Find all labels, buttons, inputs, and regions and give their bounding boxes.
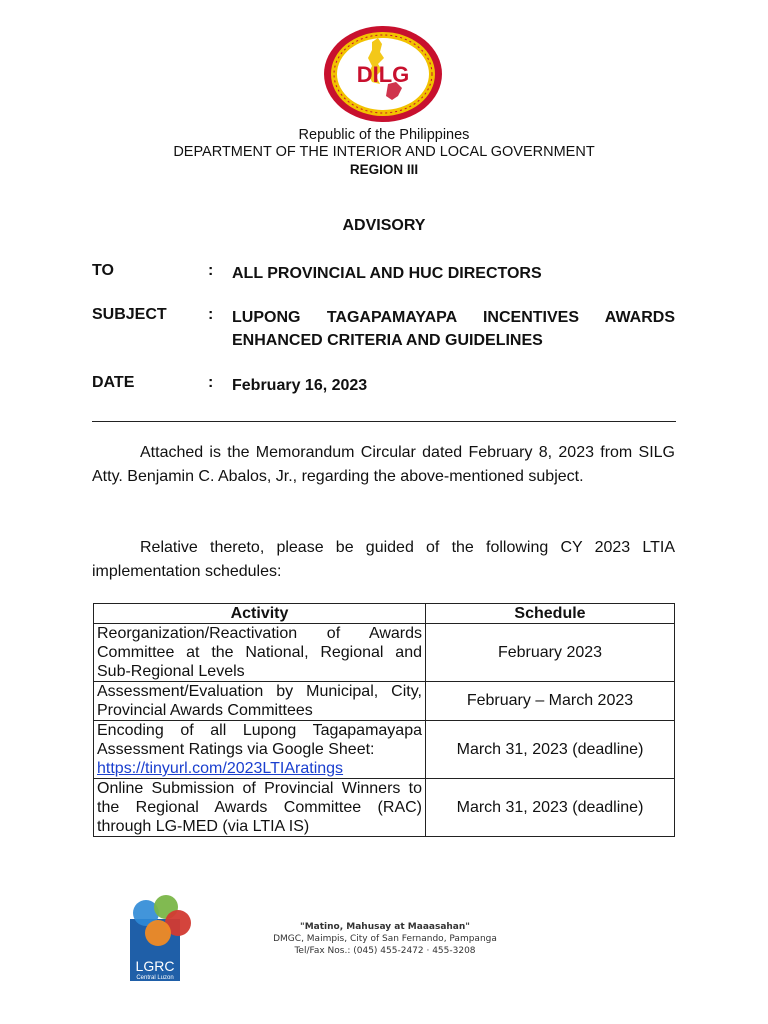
column-header-activity: Activity: [94, 604, 426, 624]
memo-date-value: February 16, 2023: [232, 377, 368, 394]
lgrc-logo-subtext: Central Luzon: [136, 975, 174, 981]
memo-colon: :: [208, 374, 214, 391]
table-row: [94, 721, 675, 779]
memo-subject-label: SUBJECT: [92, 306, 167, 323]
lgrc-logo-text: LGRC: [135, 958, 175, 974]
header-department: DEPARTMENT OF THE INTERIOR AND LOCAL GOVERNMENT: [173, 144, 595, 160]
table-row: [94, 779, 675, 837]
memo-subject-value: LUPONG TAGAPAMAYAPA INCENTIVES AWARDS ENHANCED CRITERIA AND GUIDELINES: [232, 309, 675, 349]
activity-cell: [94, 721, 426, 779]
table-header-row: [94, 604, 675, 624]
activity-cell: Assessment/Evaluation by Municipal, City, Provincial Awards Committees: [94, 682, 426, 721]
document-title: ADVISORY: [342, 217, 426, 234]
dilg-seal-logo: [322, 24, 444, 124]
schedule-cell: March 31, 2023 (deadline): [426, 721, 675, 779]
schedule-cell: February 2023: [426, 624, 675, 682]
memo-to-value: ALL PROVINCIAL AND HUC DIRECTORS: [232, 265, 542, 282]
memo-colon: :: [208, 262, 214, 279]
header-region: REGION III: [349, 162, 419, 177]
schedule-cell: February – March 2023: [426, 682, 675, 721]
footer-address: DMGC, Maimpis, City of San Fernando, Pampanga: [273, 934, 497, 944]
body-paragraph-1: Attached is the Memorandum Circular dated February 8, 2023 from SILG Atty. Benjamin C. Abalos, Jr., regarding the above-mentioned subject.: [92, 444, 675, 485]
activity-cell: Online Submission of Provincial Winners to the Regional Awards Committee (RAC) through LG-MED (via LTIA IS): [94, 779, 426, 837]
table-row: [94, 682, 675, 721]
header-divider: [92, 421, 676, 422]
schedule-table: [93, 603, 675, 837]
lgrc-logo: [124, 893, 196, 983]
table-row: [94, 624, 675, 682]
activity-cell: Reorganization/Reactivation of Awards Committee at the National, Regional and Sub-Regional Levels: [94, 624, 426, 682]
dilg-seal-text: DILG: [356, 62, 410, 87]
schedule-cell: March 31, 2023 (deadline): [426, 779, 675, 837]
memo-to-label: TO: [92, 262, 114, 279]
body-paragraph-2: Relative thereto, please be guided of the following CY 2023 LTIA implementation schedules:: [92, 539, 675, 580]
header-republic: Republic of the Philippines: [298, 127, 470, 143]
memo-colon: :: [208, 306, 214, 323]
column-header-schedule: Schedule: [426, 604, 675, 624]
activity-text: Encoding of all Lupong Tagapamayapa Assessment Ratings via Google Sheet:: [97, 722, 422, 758]
footer-motto: "Matino, Mahusay at Maaasahan": [300, 922, 470, 932]
ratings-sheet-link[interactable]: https://tinyurl.com/2023LTIAratings: [97, 760, 344, 777]
footer-phone: Tel/Fax Nos.: (045) 455-2472 · 455-3208: [294, 946, 476, 956]
memo-date-label: DATE: [92, 374, 135, 391]
